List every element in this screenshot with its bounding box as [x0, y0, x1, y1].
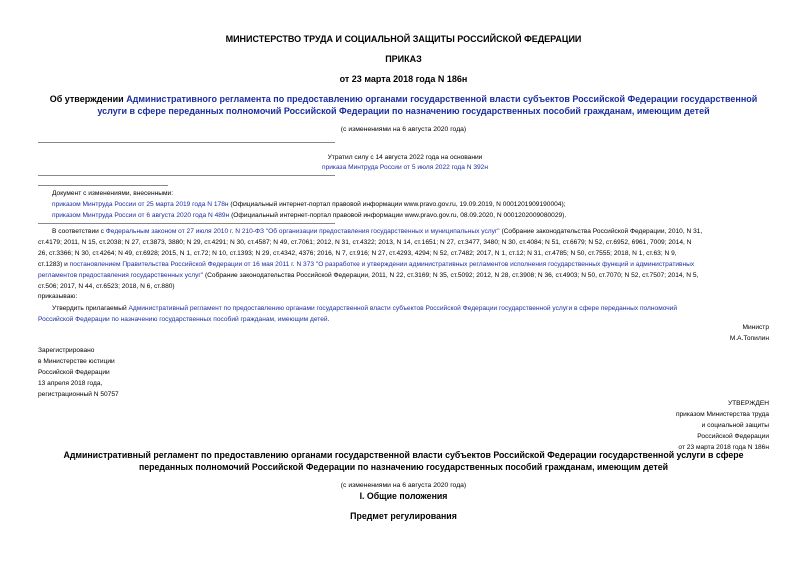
- expired-order-link[interactable]: приказа Минтруда России от 5 июля 2022 года N 392н: [322, 164, 488, 171]
- registration-block: [38, 345, 119, 400]
- expired-note: Утратил силу с 14 августа 2022 года на основании: [327, 154, 483, 161]
- divider: [38, 185, 168, 186]
- title-regulation-link-line2[interactable]: услуги в сфере переданных полномочий Российской Федерации по назначению государственных пособий гражданам, имеющим детей: [97, 106, 710, 116]
- registration-line: 13 апреля 2018 года,: [38, 380, 103, 387]
- doc-title-line2: [0, 105, 807, 117]
- registration-line: Зарегистрировано: [38, 347, 95, 354]
- expired-note-link-row: [300, 163, 510, 173]
- section-heading: I. Общие положения: [359, 491, 448, 501]
- body-text: Утвердить прилагаемый: [52, 305, 129, 312]
- regulation-link[interactable]: Административный регламент по предоставлению органами государственной власти субъектов Российской Федерации государственной услуги в сфере переданных полномочий: [128, 305, 678, 312]
- divider: [38, 175, 335, 176]
- body-text: ст.1283) и: [38, 261, 70, 268]
- body-text: (Собрание законодательства Российской Федерации, 2010, N 31,: [499, 228, 703, 235]
- change-order-link-1[interactable]: приказом Минтруда России от 25 марта 2019 года N 178н: [52, 201, 229, 208]
- doc-title: [0, 93, 807, 105]
- government-decree-link-line2[interactable]: регламентов предоставления государственных услуг": [38, 272, 204, 279]
- body-text: В соответствии с: [52, 228, 106, 235]
- amend-note: (с изменениями на 6 августа 2020 года): [340, 126, 467, 133]
- body-line: [38, 271, 698, 281]
- registration-line: в Министерстве юстиции: [38, 358, 115, 365]
- title-prefix: Об утверждении: [49, 94, 127, 104]
- body-text: .: [327, 316, 330, 323]
- approved-line: от 23 марта 2018 года N 186н: [678, 444, 769, 451]
- divider: [38, 223, 335, 224]
- body-line: [38, 260, 694, 270]
- regulation-link-line2[interactable]: Российской Федерации по назначению государственных пособий гражданам, имеющим детей: [38, 316, 328, 323]
- change-item-details: (Официальный интернет-портал правовой информации www.pravo.gov.ru, 08.09.2020, N 0001202009080029).: [229, 212, 567, 219]
- body-line: 26, ст.3366; N 30, ст.4264; N 49, ст.6928; 2015, N 1, ст.72; N 10, ст.1393; N 29, ст.4342, 4376; 2016, N 7, ст.916; N 27, ст.4293, 4294; N 52, ст.7482; 2017, N 1, ст.12; N 31, ст.4785; N 50, ст.7555; 2018, N 1, ст.63; N 9,: [38, 250, 677, 257]
- registration-line: регистрационный N 50757: [38, 391, 119, 398]
- approved-line: УТВЕРЖДЕН: [727, 400, 769, 407]
- subsection-heading: Предмет регулирования: [350, 511, 457, 521]
- regulation-amend-note: (с изменениями на 6 августа 2020 года): [340, 482, 467, 489]
- approved-line: Российской Федерации: [697, 433, 769, 440]
- registration-line: Российской Федерации: [38, 369, 110, 376]
- regulation-title: Административный регламент по предоставлению органами государственной власти субъектов Российской Федерации государственной услуги в сфере: [63, 450, 744, 460]
- change-item: [52, 211, 566, 221]
- divider: [38, 142, 335, 143]
- body-line: [52, 227, 702, 237]
- doc-type: ПРИКАЗ: [385, 54, 422, 64]
- doc-date-number: от 23 марта 2018 года N 186н: [339, 74, 468, 84]
- federal-law-link[interactable]: Федеральным законом от 27 июля 2010 г. N 210-ФЗ "Об организации предоставления государственных и муниципальных услуг": [105, 228, 500, 235]
- approved-line: и социальной защиты: [701, 422, 769, 429]
- approve-paragraph-line2: [38, 315, 329, 325]
- regulation-title-line2: переданных полномочий Российской Федерации по назначению государственных пособий гражданам, имеющим детей: [138, 462, 669, 472]
- approved-block: [676, 398, 769, 453]
- approve-paragraph: [52, 304, 677, 314]
- orders-word: приказываю:: [38, 293, 78, 300]
- changes-intro: Документ с изменениями, внесенными:: [52, 190, 174, 197]
- signature-position: Министр: [742, 324, 769, 331]
- government-decree-link[interactable]: постановлением Правительства Российской Федерации от 16 мая 2011 г. N 373 "О разработке и утверждении административных регламентов исполнения государственных функций и административных: [69, 261, 695, 268]
- title-regulation-link[interactable]: Административного регламента по предоставлению органами государственной власти субъектов Российской Федерации государственной: [126, 94, 758, 104]
- approved-line: приказом Министерства труда: [675, 411, 769, 418]
- ministry-heading: МИНИСТЕРСТВО ТРУДА И СОЦИАЛЬНОЙ ЗАЩИТЫ РОССИЙСКОЙ ФЕДЕРАЦИИ: [225, 34, 582, 44]
- signature-name: М.А.Топилин: [729, 335, 769, 342]
- change-item-details: (Официальный интернет-портал правовой информации www.pravo.gov.ru, 19.09.2019, N 0001201909190004);: [228, 201, 566, 208]
- change-item: [52, 200, 565, 210]
- change-order-link-2[interactable]: приказом Минтруда России от 6 августа 2020 года N 489н: [52, 212, 230, 219]
- body-line: ст.506; 2017, N 44, ст.6523; 2018, N 6, ст.880): [38, 283, 175, 290]
- body-text: (Собрание законодательства Российской Федерации, 2011, N 22, ст.3169; N 35, ст.5092; 2012, N 28, ст.3908; N 36, ст.4903; N 50, ст.7070; N 52, ст.7507; 2014, N 5,: [203, 272, 699, 279]
- body-line: ст.4179; 2011, N 15, ст.2038; N 27, ст.3873, 3880; N 29, ст.4291; N 30, ст.4587; N 49, ст.7061; 2012, N 31, ст.4322; 2013, N 14, ст.1651; N 27, ст.3477, 3480; N 30, ст.4084; N 51, ст.6679; N 52, ст.6952, 6961, 7009; 2014, N: [38, 239, 692, 246]
